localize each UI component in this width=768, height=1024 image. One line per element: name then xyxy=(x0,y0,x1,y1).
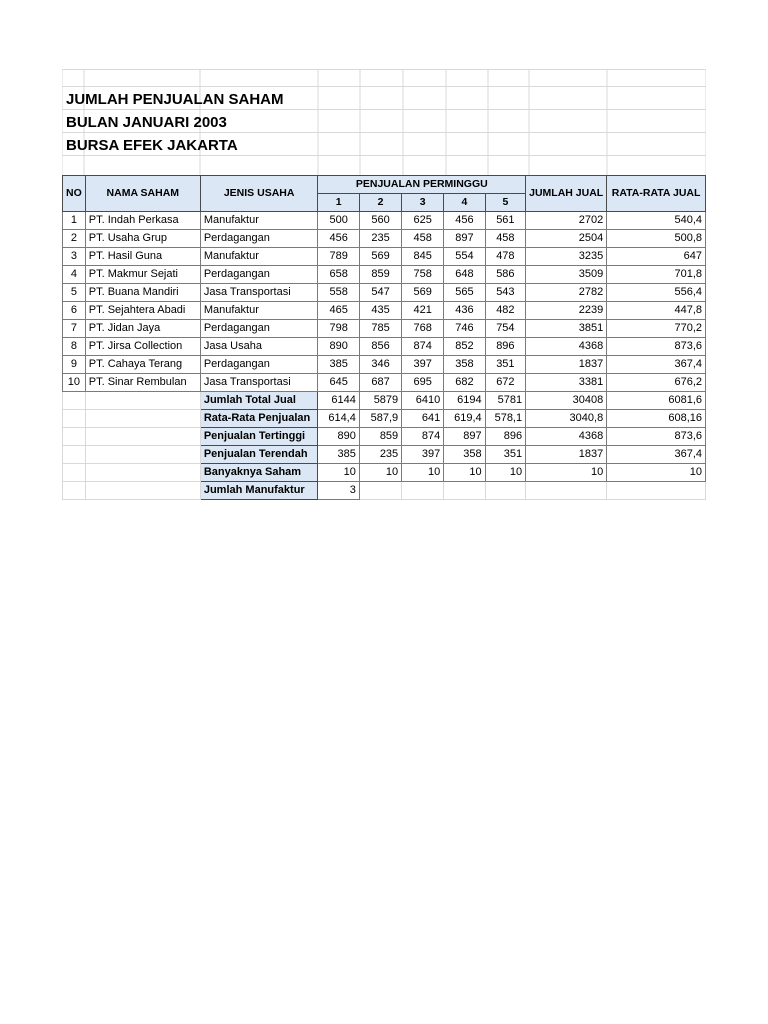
cell-nama-saham[interactable]: PT. Hasil Guna xyxy=(85,248,200,266)
header-week-2[interactable]: 2 xyxy=(359,194,401,212)
cell-no[interactable]: 5 xyxy=(63,284,86,302)
cell-week-5[interactable]: 754 xyxy=(485,320,525,338)
table-cell-empty[interactable] xyxy=(359,482,401,500)
cell-week-4[interactable]: 10 xyxy=(444,464,485,482)
cell-jumlah-jual[interactable]: 1837 xyxy=(526,356,607,374)
spreadsheet-sheet xyxy=(62,69,706,505)
table-cell-empty[interactable] xyxy=(63,428,86,446)
table-cell-empty[interactable] xyxy=(63,446,86,464)
cell-week-5[interactable]: 458 xyxy=(485,230,525,248)
cell-jumlah-jual[interactable]: 3381 xyxy=(526,374,607,392)
cell-week-1[interactable]: 500 xyxy=(318,212,359,230)
cell-week-5[interactable]: 896 xyxy=(485,338,525,356)
cell-week-2[interactable]: 587,9 xyxy=(359,410,401,428)
cell-nama-saham[interactable]: PT. Sinar Rembulan xyxy=(85,374,200,392)
header-rata-rata-jual[interactable]: RATA-RATA JUAL xyxy=(607,176,706,212)
sheet-subtitle-exchange: BURSA EFEK JAKARTA xyxy=(66,137,238,154)
cell-week-3[interactable]: 845 xyxy=(402,248,444,266)
cell-week-1[interactable]: 798 xyxy=(318,320,359,338)
cell-no[interactable]: 4 xyxy=(63,266,86,284)
cell-jumlah-jual[interactable]: 3235 xyxy=(526,248,607,266)
cell-week-5[interactable]: 896 xyxy=(485,428,525,446)
sales-table xyxy=(62,175,706,500)
cell-week-2[interactable]: 547 xyxy=(359,284,401,302)
cell-nama-saham[interactable]: PT. Makmur Sejati xyxy=(85,266,200,284)
cell-week-3[interactable]: 874 xyxy=(402,428,444,446)
cell-jenis-usaha[interactable]: Perdagangan xyxy=(200,230,318,248)
cell-jumlah-jual[interactable]: 2702 xyxy=(526,212,607,230)
cell-week-5[interactable]: 478 xyxy=(485,248,525,266)
table-cell-empty[interactable] xyxy=(444,482,485,500)
cell-jumlah-jual[interactable]: 3509 xyxy=(526,266,607,284)
table-cell-empty[interactable] xyxy=(85,482,200,500)
cell-rata-rata-jual[interactable]: 647 xyxy=(607,248,706,266)
table-row xyxy=(63,266,706,284)
cell-week-5[interactable]: 561 xyxy=(485,212,525,230)
cell-week-1[interactable]: 658 xyxy=(318,266,359,284)
cell-week-4[interactable]: 358 xyxy=(444,446,485,464)
cell-rata-rata-jual[interactable]: 701,8 xyxy=(607,266,706,284)
cell-week-1[interactable]: 645 xyxy=(318,374,359,392)
cell-week-4[interactable]: 456 xyxy=(444,212,485,230)
cell-nama-saham[interactable]: PT. Jirsa Collection xyxy=(85,338,200,356)
cell-week-1[interactable]: 558 xyxy=(318,284,359,302)
cell-no[interactable]: 9 xyxy=(63,356,86,374)
cell-nama-saham[interactable]: PT. Buana Mandiri xyxy=(85,284,200,302)
table-cell-empty[interactable] xyxy=(526,482,607,500)
table-cell-empty[interactable] xyxy=(85,464,200,482)
cell-week-3[interactable]: 458 xyxy=(402,230,444,248)
cell-week-5[interactable]: 578,1 xyxy=(485,410,525,428)
cell-jenis-usaha[interactable]: Perdagangan xyxy=(200,266,318,284)
cell-rata-rata-jual[interactable]: 873,6 xyxy=(607,428,706,446)
table-row xyxy=(63,338,706,356)
cell-jumlah-jual[interactable]: 3040,8 xyxy=(526,410,607,428)
header-jenis-usaha[interactable]: JENIS USAHA xyxy=(200,176,318,212)
cell-week-4[interactable]: 897 xyxy=(444,428,485,446)
table-cell-empty[interactable] xyxy=(607,482,706,500)
cell-week-4[interactable]: 852 xyxy=(444,338,485,356)
table-cell-empty[interactable] xyxy=(85,410,200,428)
cell-week-5[interactable]: 482 xyxy=(485,302,525,320)
cell-jenis-usaha[interactable]: Perdagangan xyxy=(200,320,318,338)
cell-week-3[interactable]: 758 xyxy=(402,266,444,284)
table-row xyxy=(63,212,706,230)
cell-week-5[interactable]: 351 xyxy=(485,446,525,464)
cell-week-4[interactable]: 358 xyxy=(444,356,485,374)
cell-week-4[interactable]: 897 xyxy=(444,230,485,248)
header-jumlah-jual[interactable]: JUMLAH JUAL xyxy=(526,176,607,212)
cell-nama-saham[interactable]: PT. Usaha Grup xyxy=(85,230,200,248)
cell-jenis-usaha[interactable]: Perdagangan xyxy=(200,356,318,374)
table-cell-empty[interactable] xyxy=(85,428,200,446)
cell-rata-rata-jual[interactable]: 367,4 xyxy=(607,356,706,374)
table-row xyxy=(63,230,706,248)
cell-week-2[interactable]: 5879 xyxy=(359,392,401,410)
table-cell-empty[interactable] xyxy=(63,392,86,410)
cell-week-3[interactable]: 421 xyxy=(402,302,444,320)
cell-jumlah-jual[interactable]: 4368 xyxy=(526,338,607,356)
cell-week-4[interactable]: 682 xyxy=(444,374,485,392)
cell-week-2[interactable]: 859 xyxy=(359,266,401,284)
summary-label[interactable]: Penjualan Tertinggi xyxy=(200,428,318,446)
header-no[interactable]: NO xyxy=(63,176,86,212)
cell-rata-rata-jual[interactable]: 770,2 xyxy=(607,320,706,338)
cell-week-4[interactable]: 746 xyxy=(444,320,485,338)
cell-nama-saham[interactable]: PT. Sejahtera Abadi xyxy=(85,302,200,320)
cell-jumlah-jual[interactable]: 4368 xyxy=(526,428,607,446)
cell-jenis-usaha[interactable]: Jasa Transportasi xyxy=(200,374,318,392)
summary-row xyxy=(63,428,706,446)
table-cell-empty[interactable] xyxy=(63,464,86,482)
cell-week-3[interactable]: 397 xyxy=(402,356,444,374)
cell-jumlah-jual[interactable]: 3851 xyxy=(526,320,607,338)
summary-label-jumlah-manufaktur[interactable]: Jumlah Manufaktur xyxy=(200,482,318,500)
cell-week-5[interactable]: 586 xyxy=(485,266,525,284)
table-cell-empty[interactable] xyxy=(402,482,444,500)
cell-jenis-usaha[interactable]: Manufaktur xyxy=(200,302,318,320)
cell-week-4[interactable]: 565 xyxy=(444,284,485,302)
cell-week-1[interactable]: 6144 xyxy=(318,392,359,410)
summary-row xyxy=(63,446,706,464)
cell-jumlah-jual[interactable]: 2504 xyxy=(526,230,607,248)
cell-week-1[interactable]: 385 xyxy=(318,446,359,464)
header-week-4[interactable]: 4 xyxy=(444,194,485,212)
cell-rata-rata-jual[interactable]: 500,8 xyxy=(607,230,706,248)
cell-week-3[interactable]: 10 xyxy=(402,464,444,482)
header-week-5[interactable]: 5 xyxy=(485,194,525,212)
cell-week-2[interactable]: 785 xyxy=(359,320,401,338)
summary-label[interactable]: Penjualan Terendah xyxy=(200,446,318,464)
cell-no[interactable]: 10 xyxy=(63,374,86,392)
cell-nama-saham[interactable]: PT. Jidan Jaya xyxy=(85,320,200,338)
summary-label[interactable]: Banyaknya Saham xyxy=(200,464,318,482)
cell-no[interactable]: 1 xyxy=(63,212,86,230)
table-row xyxy=(63,320,706,338)
table-row xyxy=(63,248,706,266)
cell-jenis-usaha[interactable]: Jasa Usaha xyxy=(200,338,318,356)
cell-rata-rata-jual[interactable]: 608,16 xyxy=(607,410,706,428)
header-week-3[interactable]: 3 xyxy=(402,194,444,212)
cell-week-1[interactable]: 890 xyxy=(318,338,359,356)
summary-row xyxy=(63,464,706,482)
cell-week-3[interactable]: 768 xyxy=(402,320,444,338)
table-cell-empty[interactable] xyxy=(63,482,86,500)
table-row-jumlah-manufaktur xyxy=(63,482,706,500)
table-row xyxy=(63,374,706,392)
cell-jumlah-jual[interactable]: 1837 xyxy=(526,446,607,464)
cell-jumlah-manufaktur-value[interactable]: 3 xyxy=(318,482,359,500)
table-cell-empty[interactable] xyxy=(85,392,200,410)
cell-week-2[interactable]: 10 xyxy=(359,464,401,482)
cell-jenis-usaha[interactable]: Manufaktur xyxy=(200,248,318,266)
cell-jumlah-jual[interactable]: 2239 xyxy=(526,302,607,320)
cell-jenis-usaha[interactable]: Jasa Transportasi xyxy=(200,284,318,302)
cell-week-2[interactable]: 435 xyxy=(359,302,401,320)
cell-week-3[interactable]: 6410 xyxy=(402,392,444,410)
table-row xyxy=(63,356,706,374)
cell-rata-rata-jual[interactable]: 367,4 xyxy=(607,446,706,464)
table-cell-empty[interactable] xyxy=(485,482,525,500)
cell-week-4[interactable]: 554 xyxy=(444,248,485,266)
cell-rata-rata-jual[interactable]: 447,8 xyxy=(607,302,706,320)
header-nama-saham[interactable]: NAMA SAHAM xyxy=(85,176,200,212)
cell-week-5[interactable]: 10 xyxy=(485,464,525,482)
cell-week-5[interactable]: 672 xyxy=(485,374,525,392)
cell-week-2[interactable]: 856 xyxy=(359,338,401,356)
table-row xyxy=(63,284,706,302)
cell-week-1[interactable]: 456 xyxy=(318,230,359,248)
summary-label[interactable]: Jumlah Total Jual xyxy=(200,392,318,410)
cell-jumlah-jual[interactable]: 2782 xyxy=(526,284,607,302)
cell-week-4[interactable]: 619,4 xyxy=(444,410,485,428)
cell-no[interactable]: 2 xyxy=(63,230,86,248)
cell-week-1[interactable]: 789 xyxy=(318,248,359,266)
cell-jumlah-jual[interactable]: 10 xyxy=(526,464,607,482)
cell-week-3[interactable]: 569 xyxy=(402,284,444,302)
cell-nama-saham[interactable]: PT. Indah Perkasa xyxy=(85,212,200,230)
cell-week-1[interactable]: 10 xyxy=(318,464,359,482)
cell-week-5[interactable]: 5781 xyxy=(485,392,525,410)
table-cell-empty[interactable] xyxy=(63,410,86,428)
sheet-title: JUMLAH PENJUALAN SAHAM xyxy=(66,91,284,108)
header-week-1[interactable]: 1 xyxy=(318,194,359,212)
cell-week-1[interactable]: 465 xyxy=(318,302,359,320)
cell-no[interactable]: 3 xyxy=(63,248,86,266)
cell-week-5[interactable]: 351 xyxy=(485,356,525,374)
cell-week-5[interactable]: 543 xyxy=(485,284,525,302)
cell-rata-rata-jual[interactable]: 873,6 xyxy=(607,338,706,356)
cell-jumlah-jual[interactable]: 30408 xyxy=(526,392,607,410)
cell-no[interactable]: 7 xyxy=(63,320,86,338)
table-row xyxy=(63,302,706,320)
cell-week-2[interactable]: 560 xyxy=(359,212,401,230)
cell-week-1[interactable]: 890 xyxy=(318,428,359,446)
cell-week-4[interactable]: 6194 xyxy=(444,392,485,410)
cell-week-1[interactable]: 385 xyxy=(318,356,359,374)
cell-week-2[interactable]: 235 xyxy=(359,230,401,248)
cell-week-3[interactable]: 695 xyxy=(402,374,444,392)
cell-week-1[interactable]: 614,4 xyxy=(318,410,359,428)
cell-week-3[interactable]: 625 xyxy=(402,212,444,230)
cell-no[interactable]: 6 xyxy=(63,302,86,320)
cell-week-4[interactable]: 436 xyxy=(444,302,485,320)
summary-label[interactable]: Rata-Rata Penjualan xyxy=(200,410,318,428)
cell-week-2[interactable]: 687 xyxy=(359,374,401,392)
header-penjualan-perminggu[interactable]: PENJUALAN PERMINGGU xyxy=(318,176,526,194)
summary-row xyxy=(63,410,706,428)
cell-rata-rata-jual[interactable]: 10 xyxy=(607,464,706,482)
cell-week-3[interactable]: 397 xyxy=(402,446,444,464)
summary-row xyxy=(63,392,706,410)
cell-nama-saham[interactable]: PT. Cahaya Terang xyxy=(85,356,200,374)
sheet-subtitle-month: BULAN JANUARI 2003 xyxy=(66,114,227,131)
cell-jenis-usaha[interactable]: Manufaktur xyxy=(200,212,318,230)
cell-week-2[interactable]: 235 xyxy=(359,446,401,464)
table-cell-empty[interactable] xyxy=(85,446,200,464)
cell-week-3[interactable]: 641 xyxy=(402,410,444,428)
cell-no[interactable]: 8 xyxy=(63,338,86,356)
cell-week-2[interactable]: 859 xyxy=(359,428,401,446)
cell-week-3[interactable]: 874 xyxy=(402,338,444,356)
cell-rata-rata-jual[interactable]: 540,4 xyxy=(607,212,706,230)
cell-rata-rata-jual[interactable]: 6081,6 xyxy=(607,392,706,410)
cell-rata-rata-jual[interactable]: 556,4 xyxy=(607,284,706,302)
cell-week-4[interactable]: 648 xyxy=(444,266,485,284)
cell-rata-rata-jual[interactable]: 676,2 xyxy=(607,374,706,392)
cell-week-2[interactable]: 569 xyxy=(359,248,401,266)
cell-week-2[interactable]: 346 xyxy=(359,356,401,374)
